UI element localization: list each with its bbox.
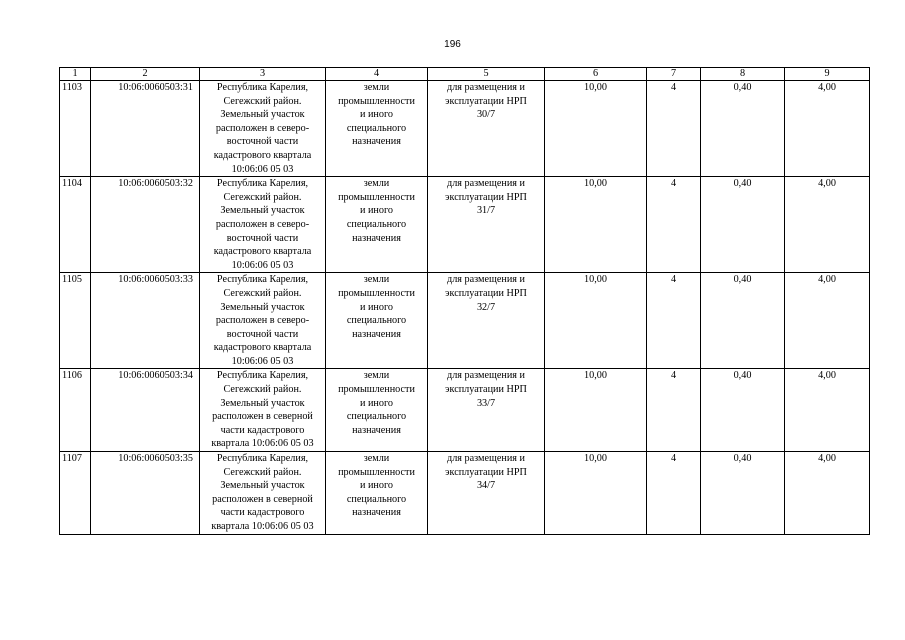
location-cell-line: расположен в северо-	[215, 218, 310, 230]
permitted-use-cell	[428, 452, 545, 535]
location-cell-line: Республика Карелия,	[216, 82, 309, 93]
column-number-row	[60, 68, 870, 81]
column-8-value-cell: 0,40	[701, 273, 785, 369]
location-cell-line: квартала 10:06:06 05 03	[211, 521, 314, 532]
location-cell-line: кадастрового квартала	[213, 149, 312, 161]
location-cell-line: Республика Карелия,	[216, 453, 309, 465]
cadastral-number-cell: 10:06:0060503:33	[91, 273, 200, 369]
cadastral-number-cell: 10:06:0060503:34	[91, 369, 200, 452]
column-header: 9	[785, 68, 870, 81]
land-category-cell-line: специального	[346, 122, 407, 134]
column-9-value-cell: 4,00	[785, 81, 870, 177]
column-7-value-cell: 4	[647, 177, 701, 273]
land-category-cell-line: и иного	[359, 109, 393, 121]
cadastral-number-cell: 10:06:0060503:32	[91, 177, 200, 273]
column-header: 5	[428, 68, 545, 81]
location-cell	[200, 452, 326, 535]
location-cell-line: Сегежский район.	[223, 95, 302, 107]
location-cell-line: части кадастрового	[220, 507, 305, 519]
location-cell-line: квартала 10:06:06 05 03	[211, 438, 314, 450]
land-plots-table	[59, 67, 870, 535]
land-category-cell-line: специального	[346, 218, 407, 230]
table-row	[60, 177, 870, 273]
column-7-value-cell: 4	[647, 369, 701, 452]
column-7-value-cell: 4	[647, 273, 701, 369]
location-cell-line: 10:06:06 05 03	[231, 163, 294, 175]
column-9-value-cell: 4,00	[785, 452, 870, 535]
location-cell-line: Земельный участок	[220, 301, 305, 313]
land-category-cell-line: промышленности	[338, 287, 415, 299]
land-category-cell-line: и иного	[359, 205, 393, 217]
land-category-cell-line: земли	[363, 370, 390, 382]
land-category-cell-line: назначения	[352, 232, 401, 244]
column-header: 4	[326, 68, 428, 81]
location-cell-line: расположен в северо-	[215, 315, 310, 327]
land-category-cell	[326, 273, 428, 369]
permitted-use-cell-line: 34/7	[476, 480, 496, 492]
column-8-value-cell: 0,40	[701, 177, 785, 273]
land-category-cell-line: специального	[346, 315, 407, 327]
row-number-cell: 1105	[60, 273, 91, 369]
permitted-use-cell-line: 31/7	[476, 205, 496, 217]
location-cell	[200, 177, 326, 273]
column-6-value-cell: 10,00	[545, 369, 647, 452]
land-category-cell-line: промышленности	[338, 466, 415, 478]
row-number-cell: 1103	[60, 81, 91, 177]
land-category-cell-line: специального	[346, 411, 407, 423]
column-8-value-cell: 0,40	[701, 369, 785, 452]
permitted-use-cell-line: эксплуатации НРП	[445, 95, 527, 107]
location-cell-line: Земельный участок	[220, 205, 305, 217]
permitted-use-cell-line: 30/7	[476, 109, 496, 121]
permitted-use-cell-line: для размещения и	[447, 82, 525, 93]
column-6-value-cell: 10,00	[545, 273, 647, 369]
land-category-cell-line: промышленности	[338, 384, 415, 396]
land-category-cell-line: и иного	[359, 301, 393, 313]
permitted-use-cell-line: для размещения и	[447, 178, 525, 190]
column-8-value-cell: 0,40	[701, 81, 785, 177]
location-cell	[200, 81, 326, 177]
land-category-cell-line: назначения	[352, 328, 401, 340]
cadastral-number-cell: 10:06:0060503:35	[91, 452, 200, 535]
location-cell-line: кадастрового квартала	[213, 342, 312, 354]
location-cell-line: расположен в северной	[212, 411, 313, 423]
location-cell-line: восточной части	[226, 232, 299, 244]
table-body	[60, 81, 870, 535]
land-category-cell-line: назначения	[352, 507, 401, 519]
location-cell-line: Республика Карелия,	[216, 178, 309, 190]
permitted-use-cell-line: эксплуатации НРП	[445, 384, 527, 396]
location-cell-line: Республика Карелия,	[216, 274, 309, 286]
land-category-cell	[326, 81, 428, 177]
column-header: 6	[545, 68, 647, 81]
permitted-use-cell-line: эксплуатации НРП	[445, 191, 527, 203]
location-cell-line: Сегежский район.	[223, 384, 302, 396]
permitted-use-cell-line: для размещения и	[447, 274, 525, 286]
location-cell	[200, 273, 326, 369]
land-category-cell-line: и иного	[359, 397, 393, 409]
land-category-cell	[326, 452, 428, 535]
column-header: 3	[200, 68, 326, 81]
land-category-cell-line: земли	[363, 453, 390, 465]
location-cell-line: Земельный участок	[220, 397, 305, 409]
location-cell-line: Сегежский район.	[223, 191, 302, 203]
location-cell-line: Земельный участок	[220, 480, 305, 492]
column-7-value-cell: 4	[647, 452, 701, 535]
column-header: 8	[701, 68, 785, 81]
column-6-value-cell: 10,00	[545, 452, 647, 535]
row-number-cell: 1104	[60, 177, 91, 273]
location-cell-line: восточной части	[226, 136, 299, 148]
location-cell-line: Земельный участок	[220, 109, 305, 121]
row-number-cell: 1107	[60, 452, 91, 535]
permitted-use-cell	[428, 273, 545, 369]
table-row	[60, 369, 870, 452]
table-row	[60, 81, 870, 177]
permitted-use-cell-line: 33/7	[476, 397, 496, 409]
location-cell-line: расположен в северной	[212, 493, 313, 505]
permitted-use-cell-line: эксплуатации НРП	[445, 466, 527, 478]
column-header: 1	[60, 68, 91, 81]
column-9-value-cell: 4,00	[785, 369, 870, 452]
land-category-cell-line: земли	[363, 274, 390, 286]
location-cell-line: 10:06:06 05 03	[231, 355, 294, 367]
location-cell-line: 10:06:06 05 03	[231, 259, 294, 271]
column-6-value-cell: 10,00	[545, 177, 647, 273]
cadastral-number-cell: 10:06:0060503:31	[91, 81, 200, 177]
land-category-cell-line: назначения	[352, 424, 401, 436]
row-number-cell: 1106	[60, 369, 91, 452]
land-category-cell	[326, 177, 428, 273]
land-category-cell-line: специального	[346, 493, 407, 505]
location-cell-line: кадастрового квартала	[213, 246, 312, 258]
permitted-use-cell	[428, 177, 545, 273]
column-9-value-cell: 4,00	[785, 273, 870, 369]
table-row	[60, 273, 870, 369]
table-row	[60, 452, 870, 535]
permitted-use-cell-line: для размещения и	[447, 453, 525, 465]
location-cell-line: расположен в северо-	[215, 122, 310, 134]
location-cell-line: части кадастрового	[220, 424, 305, 436]
permitted-use-cell-line: эксплуатации НРП	[445, 287, 527, 299]
land-category-cell	[326, 369, 428, 452]
column-header: 2	[91, 68, 200, 81]
permitted-use-cell	[428, 81, 545, 177]
column-7-value-cell: 4	[647, 81, 701, 177]
location-cell-line: Сегежский район.	[223, 287, 302, 299]
land-category-cell-line: промышленности	[338, 95, 415, 107]
location-cell-line: восточной части	[226, 328, 299, 340]
permitted-use-cell-line: для размещения и	[447, 370, 525, 382]
column-9-value-cell: 4,00	[785, 177, 870, 273]
land-category-cell-line: промышленности	[338, 191, 415, 203]
page-number: 196	[444, 39, 461, 50]
land-category-cell-line: земли	[363, 82, 390, 93]
permitted-use-cell	[428, 369, 545, 452]
location-cell	[200, 369, 326, 452]
column-header: 7	[647, 68, 701, 81]
column-6-value-cell: 10,00	[545, 81, 647, 177]
location-cell-line: Республика Карелия,	[216, 370, 309, 382]
column-8-value-cell: 0,40	[701, 452, 785, 535]
land-category-cell-line: и иного	[359, 480, 393, 492]
permitted-use-cell-line: 32/7	[476, 301, 496, 313]
land-category-cell-line: назначения	[352, 136, 401, 148]
location-cell-line: Сегежский район.	[223, 466, 302, 478]
land-category-cell-line: земли	[363, 178, 390, 190]
